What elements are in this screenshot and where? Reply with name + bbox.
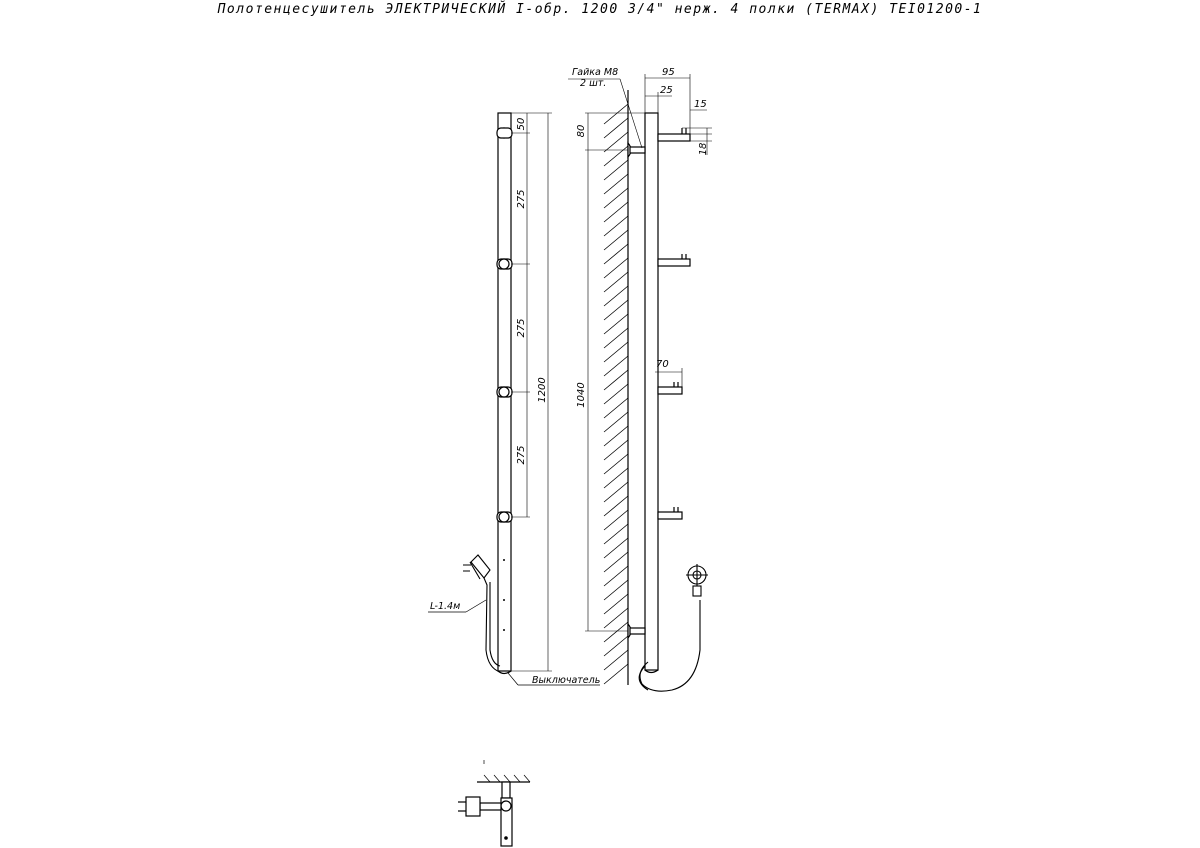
dim-mount-spacing: 1040 xyxy=(576,382,587,408)
dim-depth-total: 95 xyxy=(662,67,675,78)
dim-total-height: 1200 xyxy=(537,377,548,403)
front-view xyxy=(428,113,600,685)
nut-label-line1: Гайка М8 xyxy=(572,67,619,78)
wall-mount-bottom xyxy=(628,624,645,638)
dim-spacing-2: 275 xyxy=(516,318,527,338)
dim-top-offset: 50 xyxy=(516,117,527,131)
dim-shelf-length: 70 xyxy=(656,359,669,370)
drawing-title: Полотенцесушитель ЭЛЕКТРИЧЕСКИЙ I-обр. 1200 3/4" нерж. 4 полки (TERMAX) TEI01200-1 xyxy=(217,2,983,17)
dim-spacing-1: 275 xyxy=(516,189,527,209)
dim-top-mount: 80 xyxy=(576,124,587,138)
nut-label-line2: 2 шт. xyxy=(580,78,607,89)
wall-mount-top xyxy=(628,143,645,157)
side-tube xyxy=(645,113,658,670)
side-view xyxy=(568,74,712,691)
bottom-plug xyxy=(458,797,480,816)
dim-shelf-offset: 18 xyxy=(698,142,709,156)
dim-depth-wall: 25 xyxy=(660,85,673,96)
dim-spacing-3: 275 xyxy=(516,445,527,465)
dim-shelf-height: 15 xyxy=(694,99,707,110)
switch-label: Выключатель xyxy=(532,675,601,686)
wall-hatching xyxy=(604,104,628,684)
bottom-detail xyxy=(458,760,530,846)
front-plug xyxy=(463,555,500,672)
cable-length-label: L-1.4м xyxy=(430,601,461,612)
side-plug xyxy=(686,564,708,596)
side-shelves xyxy=(658,128,690,519)
